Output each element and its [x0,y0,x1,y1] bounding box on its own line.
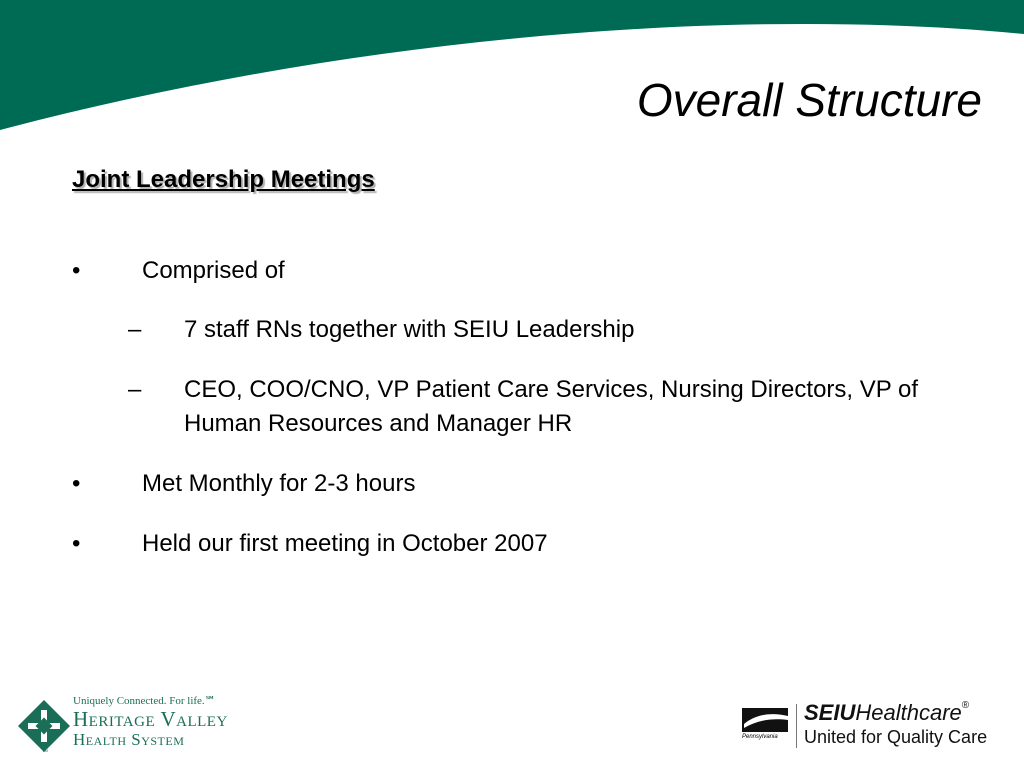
logo-divider [796,704,797,748]
hv-name-line1: Heritage Valley [73,707,228,731]
seiu-brand-italic: Healthcare [855,700,962,725]
pennsylvania-keystone-icon [742,706,790,736]
heritage-valley-diamond-icon [18,700,70,752]
seiu-brand-bold: SEIU [804,700,856,725]
hv-name-line2: Health System [73,730,185,749]
seiu-brand [804,700,969,726]
heritage-valley-logo [18,694,248,756]
seiu-healthcare-logo [742,700,1008,752]
bullet-text: 7 staff RNs together with SEIU Leadership [184,316,635,343]
bullet-text: Comprised of [142,257,285,284]
pennsylvania-label: Pennsylvania [742,734,778,740]
bullet-glyph: • [72,470,81,497]
seiu-tagline: United for Quality Care [804,727,988,747]
bullet-text: Held our first meeting in October 2007 [142,530,548,557]
bullet-text: Met Monthly for 2-3 hours [142,470,416,497]
dash-glyph: – [128,376,142,403]
hv-tagline: Uniquely Connected. For life.℠ [73,695,216,707]
section-heading: Joint Leadership Meetings [72,166,375,193]
bullet-text: CEO, COO/CNO, VP Patient Care Services, Nursing Directors, VP of Human Resources and Manager HR [184,376,919,437]
hv-tm-mark: TM [42,748,48,752]
bullet-glyph: • [72,257,81,284]
bullet-glyph: • [72,530,81,557]
dash-glyph: – [128,316,142,343]
registered-mark: ® [961,700,970,711]
slide-title: Overall Structure [636,74,982,126]
